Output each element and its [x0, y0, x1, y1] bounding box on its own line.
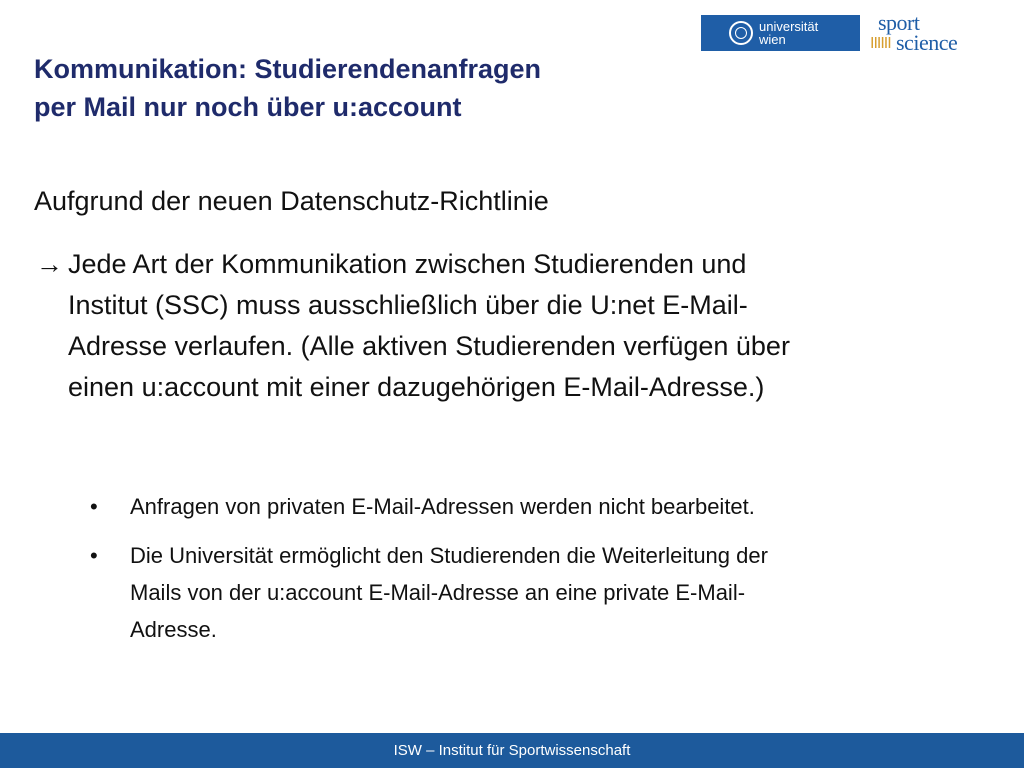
university-vienna-logo [701, 15, 860, 51]
footer-bar [0, 733, 1024, 768]
slide-subtitle: Aufgrund der neuen Datenschutz-Richtlinie [34, 186, 549, 216]
arrow-paragraph-line: einen u:account mit einer dazugehörigen E-Mail-Adresse.) [68, 372, 765, 402]
right-arrow-icon: → [36, 249, 63, 279]
sport-logo-bars-icon: IIIIII [870, 35, 891, 52]
slide-title [34, 50, 694, 126]
university-logo-text [759, 20, 818, 46]
bullet-text-line: Adresse. [130, 617, 217, 642]
university-logo-line-2: wien [759, 32, 786, 47]
bullet-list [90, 488, 970, 660]
arrow-paragraph [36, 244, 996, 408]
bullet-text [130, 537, 970, 648]
bullet-text [130, 488, 970, 525]
bullet-text-line: Anfragen von privaten E-Mail-Adressen werden nicht bearbeitet. [130, 494, 755, 519]
slide-title-line-2: per Mail nur noch über u:account [34, 92, 462, 122]
university-logo-line-1: universität [759, 19, 819, 34]
arrow-paragraph-line: Adresse verlaufen. (Alle aktiven Studierenden verfügen über [68, 331, 790, 361]
footer-text: ISW – Institut für Sportwissenschaft [393, 741, 631, 759]
bullet-text-line: Die Universität ermöglicht den Studierenden die Weiterleitung der [130, 543, 768, 568]
arrow-paragraph-line: Jede Art der Kommunikation zwischen Studierenden und [68, 249, 747, 279]
science-logo-word: science [896, 30, 958, 55]
sport-science-logo [870, 12, 990, 54]
sport-logo-word: sport [878, 10, 920, 35]
bullet-item [90, 537, 970, 648]
seal-inner-ring [735, 27, 747, 39]
bullet-dot-icon: • [90, 494, 98, 519]
bullet-item [90, 488, 970, 525]
arrow-paragraph-line: Institut (SSC) muss ausschließlich über die U:net E-Mail- [68, 290, 748, 320]
bullet-text-line: Mails von der u:account E-Mail-Adresse an eine private E-Mail- [130, 580, 746, 605]
slide-title-line-1: Kommunikation: Studierendenanfragen [34, 54, 542, 84]
university-seal-icon [729, 21, 753, 45]
bullet-dot-icon: • [90, 543, 98, 568]
